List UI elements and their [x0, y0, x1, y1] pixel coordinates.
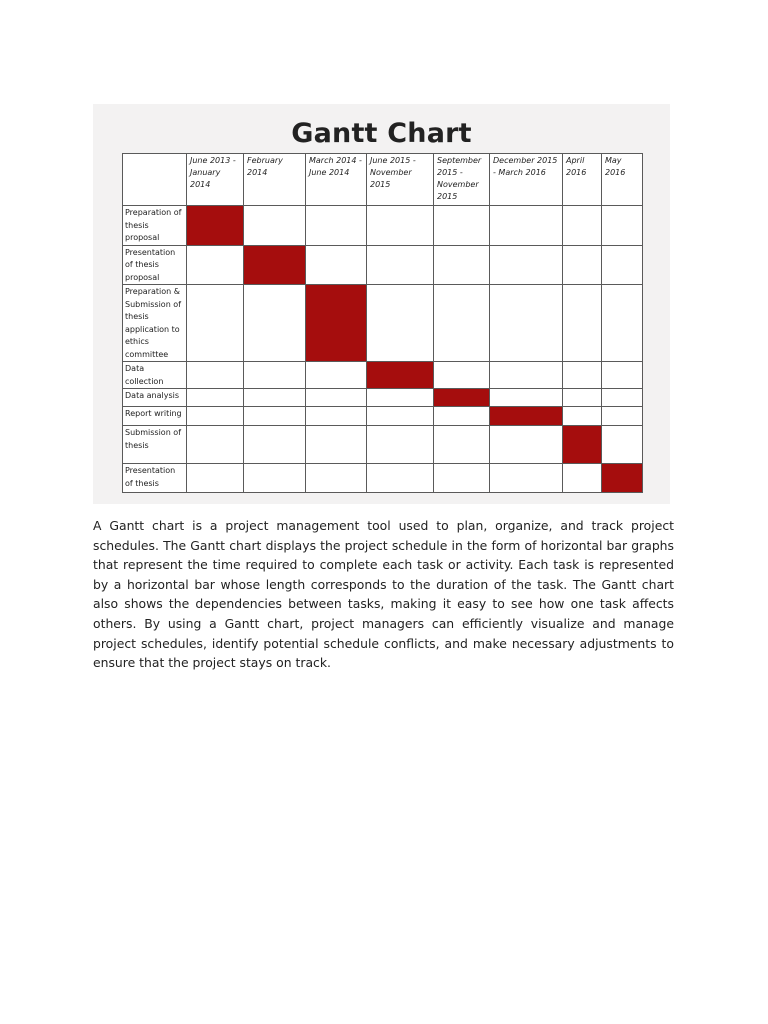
gantt-chart-title: Gantt Chart — [291, 118, 472, 149]
period-header: December 2015 - March 2016 — [490, 154, 563, 206]
empty-cell — [306, 245, 367, 285]
empty-cell — [306, 362, 367, 389]
empty-cell — [563, 285, 602, 362]
empty-cell — [602, 362, 643, 389]
task-row — [123, 285, 643, 362]
empty-cell — [187, 362, 244, 389]
empty-cell — [602, 245, 643, 285]
task-label: Submission of thesis — [123, 426, 187, 464]
task-label: Report writing — [123, 407, 187, 426]
task-row — [123, 362, 643, 389]
empty-cell — [244, 362, 306, 389]
empty-cell — [563, 362, 602, 389]
empty-cell — [367, 245, 434, 285]
empty-cell — [306, 389, 367, 407]
task-bar — [434, 389, 490, 407]
empty-cell — [306, 426, 367, 464]
empty-cell — [434, 407, 490, 426]
task-row — [123, 464, 643, 493]
empty-cell — [602, 206, 643, 246]
period-header: March 2014 - June 2014 — [306, 154, 367, 206]
task-bar — [187, 206, 244, 246]
empty-cell — [244, 206, 306, 246]
period-header: June 2015 - November 2015 — [367, 154, 434, 206]
task-bar — [602, 464, 643, 493]
task-label: Preparation & Submission of thesis application to ethics committee — [123, 285, 187, 362]
empty-cell — [602, 426, 643, 464]
empty-cell — [187, 245, 244, 285]
empty-cell — [602, 389, 643, 407]
task-row — [123, 389, 643, 407]
description-paragraph: A Gantt chart is a project management tool used to plan, organize, and track project schedules. The Gantt chart displays the project schedule in the form of horizontal bar graphs that represent the time required to complete each task or activity. Each task is represented by a horizontal bar whose length corresponds to the duration of the task. The Gantt chart also shows the dependencies between tasks, making it easy to see how one task affects others. By using a Gantt chart, project managers can efficiently visualize and manage project schedules, identify potential schedule conflicts, and make necessary adjustments to ensure that the project stays on track. — [93, 518, 674, 671]
empty-cell — [490, 389, 563, 407]
task-bar — [490, 407, 563, 426]
empty-cell — [434, 285, 490, 362]
empty-cell — [434, 245, 490, 285]
empty-cell — [434, 464, 490, 493]
empty-cell — [602, 285, 643, 362]
empty-cell — [367, 464, 434, 493]
empty-cell — [244, 464, 306, 493]
task-row — [123, 245, 643, 285]
empty-cell — [563, 389, 602, 407]
empty-cell — [563, 464, 602, 493]
task-row — [123, 426, 643, 464]
empty-cell — [367, 285, 434, 362]
empty-cell — [563, 245, 602, 285]
task-label: Data analysis — [123, 389, 187, 407]
empty-cell — [563, 206, 602, 246]
period-header: April 2016 — [563, 154, 602, 206]
empty-cell — [306, 407, 367, 426]
empty-cell — [490, 426, 563, 464]
gantt-chart-figure — [93, 104, 670, 504]
task-bar — [306, 285, 367, 362]
task-label: Presentation of thesis proposal — [123, 245, 187, 285]
period-header: September 2015 - November 2015 — [434, 154, 490, 206]
task-label: Preparation of thesis proposal — [123, 206, 187, 246]
empty-cell — [244, 426, 306, 464]
period-header: May 2016 — [602, 154, 643, 206]
empty-cell — [434, 426, 490, 464]
task-label: Presentation of thesis — [123, 464, 187, 493]
empty-cell — [490, 285, 563, 362]
task-row — [123, 206, 643, 246]
corner-cell — [123, 154, 187, 206]
empty-cell — [187, 464, 244, 493]
empty-cell — [490, 464, 563, 493]
empty-cell — [187, 285, 244, 362]
empty-cell — [187, 407, 244, 426]
period-header: June 2013 - January 2014 — [187, 154, 244, 206]
empty-cell — [306, 206, 367, 246]
empty-cell — [306, 464, 367, 493]
task-bar — [367, 362, 434, 389]
empty-cell — [434, 206, 490, 246]
empty-cell — [490, 362, 563, 389]
empty-cell — [367, 206, 434, 246]
task-row — [123, 407, 643, 426]
empty-cell — [434, 362, 490, 389]
empty-cell — [187, 426, 244, 464]
empty-cell — [367, 407, 434, 426]
task-bar — [244, 245, 306, 285]
period-header: February 2014 — [244, 154, 306, 206]
empty-cell — [244, 285, 306, 362]
empty-cell — [490, 206, 563, 246]
task-label: Data collection — [123, 362, 187, 389]
task-rows — [123, 206, 643, 493]
empty-cell — [490, 245, 563, 285]
gantt-table — [122, 153, 643, 493]
empty-cell — [367, 426, 434, 464]
empty-cell — [187, 389, 244, 407]
empty-cell — [244, 407, 306, 426]
empty-cell — [563, 407, 602, 426]
task-bar — [563, 426, 602, 464]
empty-cell — [367, 389, 434, 407]
period-header-row — [123, 154, 643, 206]
empty-cell — [244, 389, 306, 407]
empty-cell — [602, 407, 643, 426]
